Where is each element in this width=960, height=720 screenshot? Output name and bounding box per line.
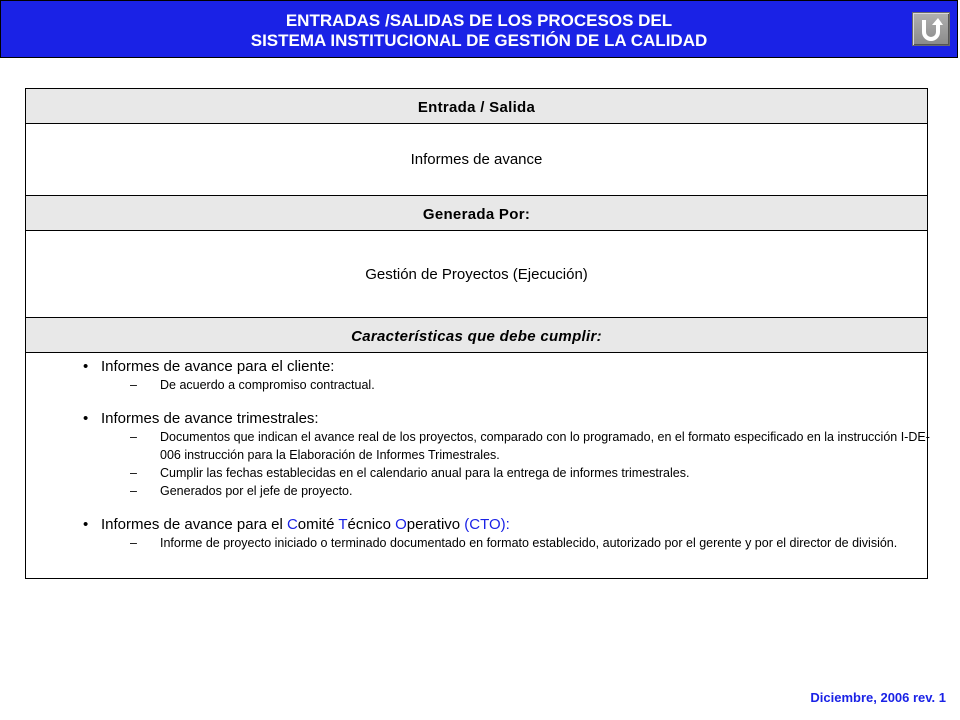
entrada-salida-value: Informes de avance [410, 151, 543, 168]
list-item [83, 410, 950, 428]
sub-list-item: – Generados por el jefe de proyecto. [130, 484, 353, 498]
sub-list-item: – Informe de proyecto iniciado o terminado documentado en formato establecido, autorizado por el gerente y por el director de división. [130, 536, 898, 550]
sub-list-item: – Cumplir las fechas establecidas en el calendario anual para la entrega de informes trimestrales. [130, 466, 690, 480]
section-header-caracteristicas [26, 317, 927, 353]
text-part: O [395, 516, 407, 533]
section3-label: Características que debe cumplir: [351, 328, 602, 345]
sub-list-item-text: Cumplir las fechas establecidas en el calendario anual para la entrega de informes trimestrales. [160, 466, 690, 480]
sub-list-item: – Documentos que indican el avance real de los proyectos, comparado con lo programado, en el formato especificado en la instrucción I-DE-006 instrucción para la Elaboración de Informes Trimestrales. [130, 430, 930, 462]
sub-list-item-text: Documentos que indican el avance real de los proyectos, comparado con lo programado, en el formato especificado en la instrucción I-DE-006 instrucción para la Elaboración de Informes Trimestrales. [160, 430, 930, 462]
text-part: T [338, 516, 348, 533]
sub-list-item-text: Generados por el jefe de proyecto. [160, 484, 353, 498]
list-item [83, 358, 950, 376]
section-header-entrada-salida [26, 89, 927, 124]
text-part: perativo [406, 516, 465, 533]
header-title-line2: SISTEMA INSTITUCIONAL DE GESTIÓN DE LA CALIDAD [250, 31, 708, 50]
back-button[interactable] [912, 12, 950, 46]
section-header-generada-por [26, 195, 927, 231]
sub-list-item-text: Informe de proyecto iniciado o terminado documentado en formato establecido, autorizado por el gerente y por el director de división. [160, 536, 898, 550]
text-part: écnico [347, 516, 396, 533]
text-part: C [286, 516, 298, 533]
header-title-line1: ENTRADAS /SALIDAS DE LOS PROCESOS DEL [285, 11, 673, 30]
list-item-text: Informes de avance para el cliente: [101, 358, 335, 375]
text-part: (CTO): [464, 516, 510, 533]
page-header [0, 0, 958, 58]
list-item [83, 516, 950, 534]
section2-label: Generada Por: [422, 206, 531, 223]
footer-revision: Diciembre, 2006 rev. 1 [810, 690, 946, 705]
characteristics-list [83, 358, 950, 552]
generada-por-value: Gestión de Proyectos (Ejecución) [365, 266, 588, 283]
u-turn-back-icon [919, 16, 943, 42]
text-part: Informes de avance para el [101, 516, 287, 533]
sub-list-item: – De acuerdo a compromiso contractual. [130, 378, 375, 392]
sub-list-item-text: De acuerdo a compromiso contractual. [160, 378, 375, 392]
text-part: omité [297, 516, 339, 533]
list-item-text: Informes de avance trimestrales: [101, 410, 319, 427]
section1-label: Entrada / Salida [417, 99, 536, 116]
